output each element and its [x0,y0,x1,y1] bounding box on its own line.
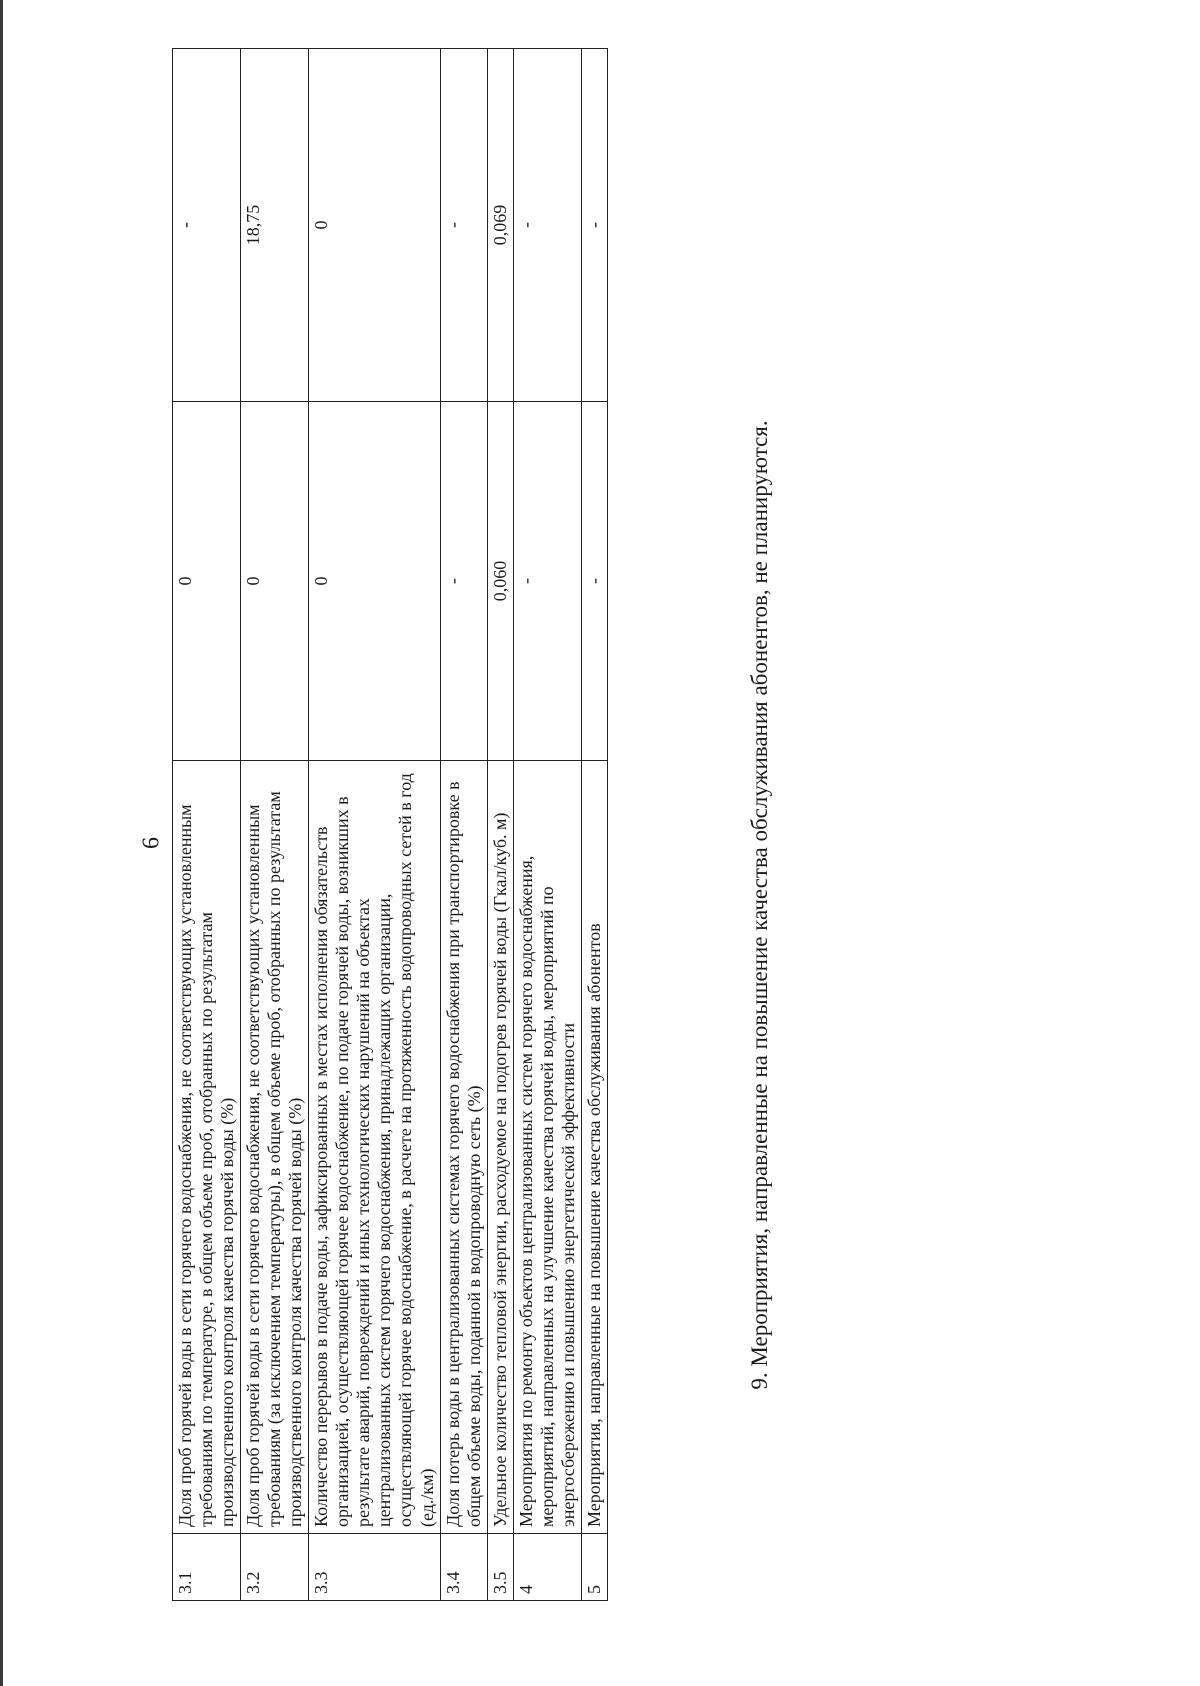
row-description: Доля проб горячей воды в сети горячего водоснабжения, не соответствующих установленным требованиям по температуре, в общем объеме проб, отобранных по результатам производственного контроля качества горячей воды (%) [173,761,241,1534]
row-description: Количество перерывов в подаче воды, зафиксированных в местах исполнения обязательств организацией, осуществляющей горячее водоснабжение, по подаче горячей воды, возникших в результате аварий, повреждений и иных технологических нарушений на объектах централизованных систем горячего водоснабжения, принадлежащих организации, осуществляющей горячее водоснабжение, в расчете на протяженность водопроводных сетей в год (ед./км) [309,761,440,1534]
row-number: 5 [581,1534,607,1601]
row-value-1: 0,060 [487,402,513,761]
footnote-section-9: 9. Мероприятия, направленные на повышение качества обслуживания абонентов, не планируются. [747,420,772,1390]
row-number: 3.4 [440,1534,487,1601]
indicators-table [172,48,608,1601]
row-number: 4 [513,1534,581,1601]
row-description: Мероприятия, направленные на повышение качества обслуживания абонентов [581,761,607,1534]
row-description: Мероприятия по ремонту объектов централизованных систем горячего водоснабжения, мероприятий, направленных на улучшение качества горячей воды, мероприятий по энергосбережению и повышению энергетической эффективности [513,761,581,1534]
indicators-table-wrapper [172,101,608,1601]
table-row [487,49,513,1601]
page-number: 6 [138,837,165,849]
row-description: Удельное количество тепловой энергии, расходуемое на подогрев горячей воды (Гкал/куб. м) [487,761,513,1534]
row-value-1: 0 [309,402,440,761]
table-row [513,49,581,1601]
row-description: Доля проб горячей воды в сети горячего водоснабжения, не соответствующих установленным требованиям (за исключением температуры), в общем объеме проб, отобранных по результатам производственного контроля качества горячей воды (%) [241,761,309,1534]
row-number: 3.2 [241,1534,309,1601]
row-number: 3.5 [487,1534,513,1601]
row-number: 3.1 [173,1534,241,1601]
row-value-1: - [440,402,487,761]
row-value-1: - [513,402,581,761]
table-row [440,49,487,1601]
row-value-1: 0 [173,402,241,761]
row-value-2: 0 [309,49,440,402]
row-value-2: - [581,49,607,402]
table-row [309,49,440,1601]
table-row [241,49,309,1601]
table-row [173,49,241,1601]
row-value-2: 0,069 [487,49,513,402]
row-value-2: - [513,49,581,402]
row-value-1: 0 [241,402,309,761]
row-number: 3.3 [309,1534,440,1601]
row-value-1: - [581,402,607,761]
scan-edge [0,0,3,1686]
table-row [581,49,607,1601]
row-value-2: - [440,49,487,402]
row-value-2: 18,75 [241,49,309,402]
row-description: Доля потерь воды в централизованных системах горячего водоснабжения при транспортировке в общем объеме воды, поданной в водопроводную сеть (%) [440,761,487,1534]
row-value-2: - [173,49,241,402]
